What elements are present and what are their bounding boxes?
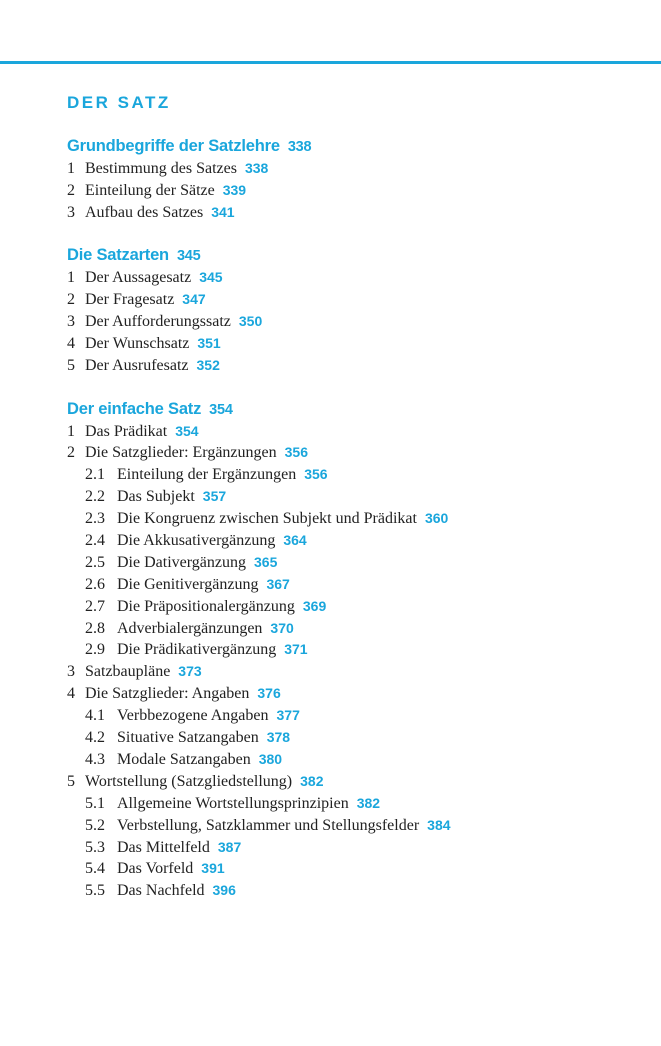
page-number: 350 bbox=[238, 313, 263, 330]
page-number: 354 bbox=[209, 401, 233, 418]
toc-entry[interactable] bbox=[67, 530, 647, 552]
entry-number: 4 bbox=[67, 685, 75, 703]
entry-title: Satzbaupläne bbox=[85, 663, 171, 681]
toc-entry[interactable] bbox=[67, 858, 647, 880]
entry-title: Bestimmung des Satzes bbox=[85, 159, 237, 177]
toc-entry[interactable] bbox=[67, 202, 647, 224]
toc-entry[interactable] bbox=[67, 771, 647, 793]
page-number: 377 bbox=[276, 707, 300, 724]
toc-entry[interactable] bbox=[67, 442, 647, 464]
entry-title: Das Vorfeld bbox=[117, 860, 194, 878]
entry-title: Verbstellung, Satzklammer und Stellungsfelder bbox=[117, 816, 420, 834]
page-number: 391 bbox=[201, 860, 225, 877]
entry-number: 5.3 bbox=[85, 838, 105, 856]
entry-title: Das Prädikat bbox=[85, 422, 168, 440]
page-number: 352 bbox=[196, 356, 220, 373]
entry-title: Die Satzglieder: Ergänzungen bbox=[85, 444, 277, 462]
entry-number: 2 bbox=[67, 444, 75, 462]
entry-title: Das Subjekt bbox=[117, 488, 195, 506]
entry-title: Die Satzglieder: Angaben bbox=[85, 685, 250, 703]
page-number: 373 bbox=[178, 663, 202, 680]
toc-entry[interactable] bbox=[67, 749, 647, 771]
entry-title: Der Ausrufesatz bbox=[85, 356, 189, 374]
toc-entry[interactable] bbox=[67, 880, 647, 902]
page-number: 367 bbox=[266, 575, 290, 592]
toc-entry[interactable] bbox=[67, 289, 647, 311]
entry-number: 5 bbox=[67, 772, 75, 790]
page-number: 365 bbox=[254, 553, 278, 570]
toc-entry[interactable] bbox=[67, 705, 647, 727]
toc-entry[interactable] bbox=[67, 552, 647, 574]
header-rule bbox=[0, 61, 661, 64]
section-title: Grundbegriffe der Satzlehre bbox=[67, 137, 280, 155]
page-number: 341 bbox=[211, 203, 235, 220]
page-number: 396 bbox=[212, 882, 236, 899]
chapter-title: DER SATZ bbox=[67, 93, 171, 112]
toc-entry[interactable] bbox=[67, 421, 647, 443]
toc-entry[interactable] bbox=[67, 596, 647, 618]
entry-title: Adverbialergänzungen bbox=[117, 619, 263, 637]
toc-section bbox=[67, 136, 647, 224]
toc-entry[interactable] bbox=[67, 618, 647, 640]
toc-entry[interactable] bbox=[67, 683, 647, 705]
entry-title: Modale Satzangaben bbox=[117, 750, 251, 768]
entry-title: Allgemeine Wortstellungsprinzipien bbox=[117, 794, 349, 812]
entry-number: 2 bbox=[67, 181, 75, 199]
toc-entry[interactable] bbox=[67, 661, 647, 683]
page-number: 354 bbox=[175, 422, 199, 439]
entry-number: 2.8 bbox=[85, 619, 105, 637]
entry-number: 2.7 bbox=[85, 597, 105, 615]
entry-number: 2.4 bbox=[85, 532, 105, 550]
toc-entry[interactable] bbox=[67, 508, 647, 530]
page-number: 382 bbox=[300, 772, 324, 789]
entry-title: Der Aussagesatz bbox=[85, 269, 192, 287]
entry-number: 5.4 bbox=[85, 860, 105, 878]
entry-title: Das Nachfeld bbox=[117, 882, 205, 900]
entry-number: 2.1 bbox=[85, 466, 105, 484]
page-number: 384 bbox=[427, 816, 451, 833]
entry-number: 5.2 bbox=[85, 816, 105, 834]
entry-number: 2.6 bbox=[85, 575, 105, 593]
entry-title: Die Akkusativergänzung bbox=[117, 532, 276, 550]
page-number: 357 bbox=[202, 488, 227, 505]
entry-title: Die Kongruenz zwischen Subjekt und Prädikat bbox=[117, 510, 417, 528]
page-number: 387 bbox=[217, 838, 242, 855]
entry-title: Der Wunschsatz bbox=[85, 335, 190, 353]
entry-title: Einteilung der Ergänzungen bbox=[117, 466, 297, 484]
page-number: 378 bbox=[266, 729, 291, 746]
entry-number: 2 bbox=[67, 291, 75, 309]
page-number: 371 bbox=[284, 641, 308, 658]
entry-number: 2.5 bbox=[85, 553, 105, 571]
toc-section bbox=[67, 399, 647, 902]
entry-title: Die Dativergänzung bbox=[117, 553, 246, 571]
entry-title: Das Mittelfeld bbox=[117, 838, 210, 856]
page-number: 351 bbox=[197, 335, 221, 352]
entry-title: Die Prädikativergänzung bbox=[117, 641, 277, 659]
page-number: 360 bbox=[424, 510, 449, 527]
toc-entry[interactable] bbox=[67, 727, 647, 749]
entry-number: 4.2 bbox=[85, 729, 105, 747]
entry-title: Wortstellung (Satzgliedstellung) bbox=[85, 772, 293, 790]
entry-title: Der Aufforderungssatz bbox=[85, 313, 231, 331]
section-heading[interactable] bbox=[67, 136, 647, 158]
page-number: 369 bbox=[302, 597, 327, 614]
toc-entry[interactable] bbox=[67, 180, 647, 202]
toc-entry[interactable] bbox=[67, 486, 647, 508]
page-number: 338 bbox=[244, 159, 269, 176]
section-title: Die Satzarten bbox=[67, 246, 169, 265]
page-number: 345 bbox=[176, 248, 201, 265]
toc-entry[interactable] bbox=[67, 267, 647, 289]
entry-number: 4.3 bbox=[85, 750, 105, 768]
entry-title: Die Präpositionalergänzung bbox=[117, 597, 295, 615]
entry-number: 2.3 bbox=[85, 510, 105, 528]
entry-number: 4.1 bbox=[85, 707, 105, 725]
entry-number: 1 bbox=[67, 422, 75, 440]
entry-title: Situative Satzangaben bbox=[117, 729, 259, 747]
entry-title: Die Genitivergänzung bbox=[117, 575, 259, 593]
entry-number: 5 bbox=[67, 356, 75, 374]
entry-number: 1 bbox=[67, 269, 75, 287]
page-number: 347 bbox=[182, 291, 206, 308]
entry-number: 1 bbox=[67, 159, 75, 177]
toc-entry[interactable] bbox=[67, 639, 647, 661]
section-heading[interactable] bbox=[67, 399, 647, 421]
toc-entry[interactable] bbox=[67, 333, 647, 355]
page-number: 382 bbox=[356, 794, 381, 811]
toc-entry[interactable] bbox=[67, 355, 647, 377]
entry-number: 2.2 bbox=[85, 488, 105, 506]
toc-entry[interactable] bbox=[67, 311, 647, 333]
entry-number: 4 bbox=[67, 335, 75, 353]
toc-entry[interactable] bbox=[67, 837, 647, 859]
page-number: 370 bbox=[270, 619, 294, 636]
page-number: 380 bbox=[258, 750, 283, 767]
entry-number: 5.5 bbox=[85, 882, 105, 900]
entry-number: 3 bbox=[67, 313, 75, 331]
section-title: Der einfache Satz bbox=[67, 399, 202, 418]
toc-entry[interactable] bbox=[67, 793, 647, 815]
section-heading[interactable] bbox=[67, 245, 647, 267]
page-number: 356 bbox=[284, 444, 308, 461]
toc-entry[interactable] bbox=[67, 464, 647, 486]
toc-entry[interactable] bbox=[67, 158, 647, 180]
page-number: 339 bbox=[222, 181, 247, 198]
entry-title: Einteilung der Sätze bbox=[85, 181, 215, 199]
entry-number: 5.1 bbox=[85, 794, 105, 812]
page-number: 338 bbox=[287, 139, 312, 155]
entry-number: 3 bbox=[67, 203, 75, 221]
page-number: 364 bbox=[283, 532, 307, 549]
toc-entry[interactable] bbox=[67, 574, 647, 596]
entry-number: 3 bbox=[67, 663, 75, 681]
entry-title: Aufbau des Satzes bbox=[85, 203, 204, 221]
toc-entry[interactable] bbox=[67, 815, 647, 837]
entry-title: Der Fragesatz bbox=[85, 291, 175, 309]
table-of-contents bbox=[67, 136, 647, 924]
entry-number: 2.9 bbox=[85, 641, 105, 659]
entry-title: Verbbezogene Angaben bbox=[117, 707, 269, 725]
page-number: 356 bbox=[304, 466, 328, 483]
page-number: 376 bbox=[257, 685, 281, 702]
toc-section bbox=[67, 245, 647, 376]
page-number: 345 bbox=[199, 269, 223, 286]
